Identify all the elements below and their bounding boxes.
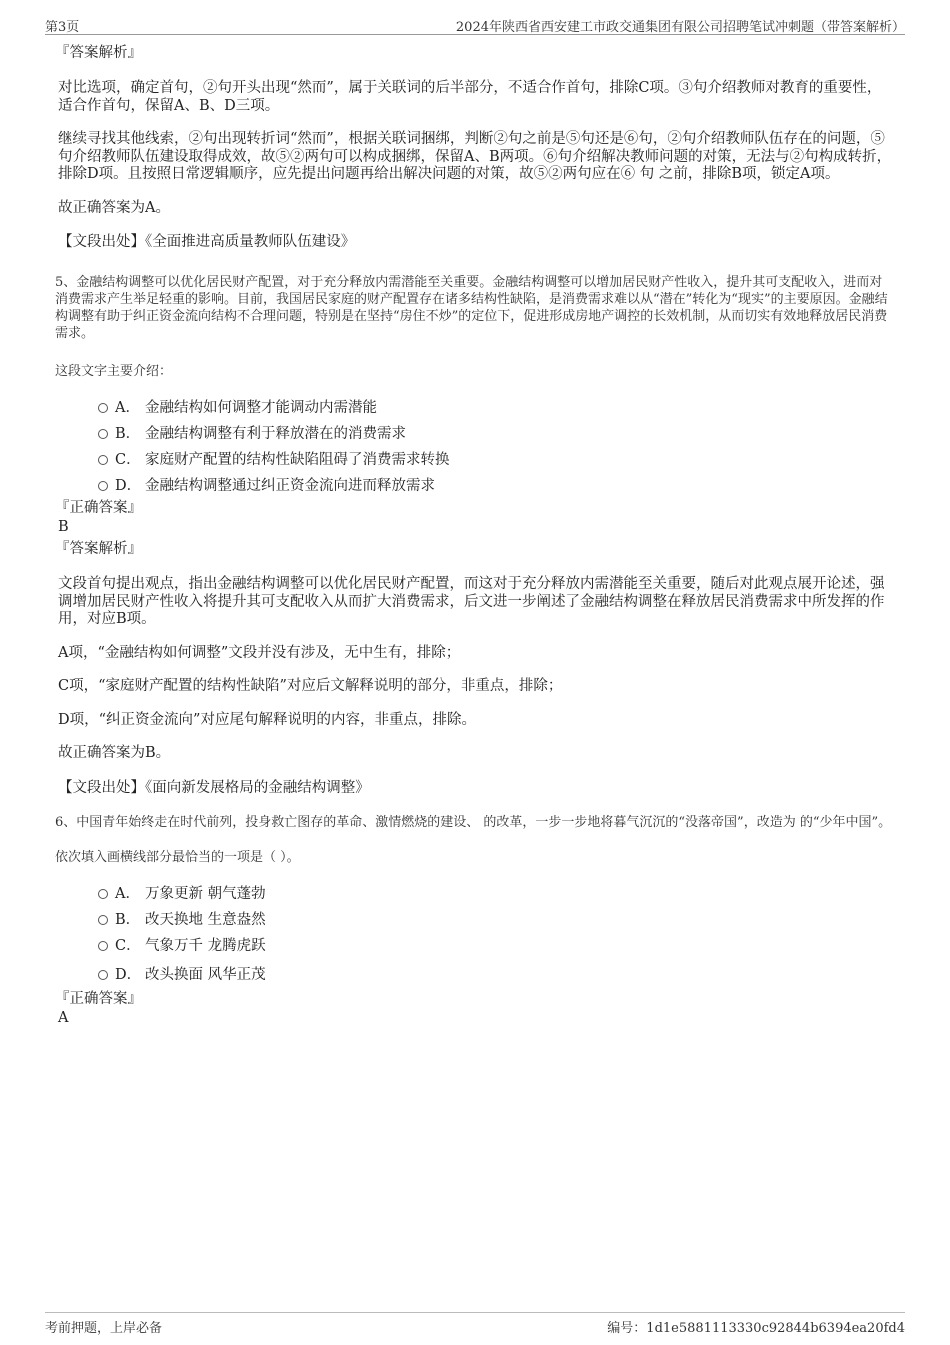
q6-option-d[interactable] xyxy=(55,958,895,987)
q5-prompt: 这段文字主要介绍： xyxy=(55,364,173,379)
q6-answer-label: 『正确答案』 xyxy=(55,990,142,1007)
q5-option-c[interactable] xyxy=(55,446,895,472)
option-text: 金融结构调整有利于释放潜在的消费需求 xyxy=(145,426,406,442)
option-letter: D． xyxy=(115,966,142,983)
page-header xyxy=(45,14,905,35)
q5-analysis-label: 『答案解析』 xyxy=(55,541,142,557)
q5-question: 5、金融结构调整可以优化居民财产配置，对于充分释放内需潜能至关重要。金融结构调整可以增加居民财产性收入，提升其可支配收入，进而对消费需求产生举足轻重的影响。目前，我国居民家庭的财产配置存在诸多结构性缺陷，是消费需求难以从“潜在”转化为“现实”的主要原因。金融结构调整有助于纠正资金流向结构不合理问题，特别是在坚持“房住不炒”的定位下，促进形成房地产调控的长效机制，从而切实有效地释放居民消费需求。 xyxy=(55,275,888,341)
q6-question: 6、中国青年始终走在时代前列，投身救亡图存的革命、激情燃烧的建设、 的改革，一步一步地将暮气沉沉的“没落帝国”，改造为 的“少年中国”。 xyxy=(55,814,892,830)
q5-answer: B xyxy=(58,519,69,535)
option-text: 金融结构调整通过纠正资金流向进而释放需求 xyxy=(145,478,435,494)
q6-prompt: 依次填入画横线部分最恰当的一项是（ ）。 xyxy=(55,849,300,865)
q4-analysis-paragraph: 对比选项，确定首句，②句开头出现“然而”，属于关联词的后半部分，不适合作首句，排除C项。③句介绍教师对教育的重要性，适合作首句，保留A、B、D三项。 xyxy=(58,80,882,114)
q6-option-a[interactable] xyxy=(55,880,895,906)
option-letter: D． xyxy=(115,478,142,494)
q5-answer-label: 『正确答案』 xyxy=(55,500,142,516)
page-footer xyxy=(45,1312,905,1337)
q5-options xyxy=(55,394,895,498)
footer-slogan: 考前押题，上岸必备 xyxy=(45,1321,163,1336)
option-letter: A． xyxy=(115,400,140,416)
option-letter: C． xyxy=(115,452,141,468)
q5-source: 【文段出处】《面向新发展格局的金融结构调整》 xyxy=(58,779,370,796)
q6-answer: A xyxy=(58,1009,69,1026)
q5-option-b[interactable] xyxy=(55,420,895,446)
q6-option-c[interactable] xyxy=(55,932,895,958)
radio-icon[interactable] xyxy=(98,455,108,465)
q5-analysis-paragraph: 故正确答案为B。 xyxy=(58,745,171,761)
radio-icon[interactable] xyxy=(98,941,108,951)
q5-analysis-paragraph: 文段首句提出观点，指出金融结构调整可以优化居民财产配置，而这对于充分释放内需潜能至关重要，随后对此观点展开论述，强调增加居民财产性收入将提升其可支配收入从而扩大消费需求，后文进一步阐述了金融结构调整在释放居民消费需求中所发挥的作用，对应B项。 xyxy=(58,576,885,627)
q6-option-b[interactable] xyxy=(55,906,895,932)
q5-analysis-paragraph: C项，“家庭财产配置的结构性缺陷”对应后文解释说明的部分，非重点，排除； xyxy=(58,678,563,694)
page-content xyxy=(55,44,895,1028)
q6-options xyxy=(55,880,895,987)
option-text: 改天换地 生意盎然 xyxy=(145,911,266,928)
q5-option-a[interactable] xyxy=(55,394,895,420)
q4-analysis-paragraph: 故正确答案为A。 xyxy=(58,199,170,216)
q4-analysis-paragraph: 继续寻找其他线索，②句出现转折词“然而”，根据关联词捆绑，判断②句之前是⑤句还是⑥句，②句介绍教师队伍存在的问题，⑤句介绍教师队伍建设取得成效，故⑤②两句可以构成捆绑，保留A、B两项。⑥句介绍解决教师问题的对策，无法与②句构成转折，排除D项。且按照日常逻辑顺序，应先提出问题再给出解决问题的对策，故⑤②两句应在⑥ 句 之前，排除B项，锁定A项。 xyxy=(58,131,892,182)
option-text: 气象万千 龙腾虎跃 xyxy=(145,937,266,954)
option-letter: A． xyxy=(115,885,140,902)
q5-analysis-paragraph: D项，“纠正资金流向”对应尾句解释说明的内容，非重点，排除。 xyxy=(58,711,476,728)
document-title: 2024年陕西省西安建工市政交通集团有限公司招聘笔试冲刺题（带答案解析） xyxy=(455,20,905,35)
q5-analysis-paragraph: A项，“金融结构如何调整”文段并没有涉及，无中生有，排除； xyxy=(58,644,461,661)
radio-icon[interactable] xyxy=(98,970,108,980)
option-text: 金融结构如何调整才能调动内需潜能 xyxy=(145,400,377,416)
option-text: 家庭财产配置的结构性缺陷阻碍了消费需求转换 xyxy=(145,452,450,468)
q5-option-d[interactable] xyxy=(55,472,895,498)
option-text: 改头换面 风华正茂 xyxy=(145,966,266,983)
q4-analysis-label: 『答案解析』 xyxy=(55,45,142,61)
radio-icon[interactable] xyxy=(98,481,108,491)
q4-source: 【文段出处】《全面推进高质量教师队伍建设》 xyxy=(58,234,356,250)
radio-icon[interactable] xyxy=(98,889,108,899)
radio-icon[interactable] xyxy=(98,403,108,413)
page-number: 第3页 xyxy=(45,20,80,35)
radio-icon[interactable] xyxy=(98,915,108,925)
option-letter: C． xyxy=(115,937,141,954)
radio-icon[interactable] xyxy=(98,429,108,439)
document-id: 编号：1d1e5881113330c92844b6394ea20fd4 xyxy=(607,1321,905,1336)
option-letter: B． xyxy=(115,426,141,442)
option-letter: B． xyxy=(115,911,141,928)
option-text: 万象更新 朝气蓬勃 xyxy=(145,885,266,902)
